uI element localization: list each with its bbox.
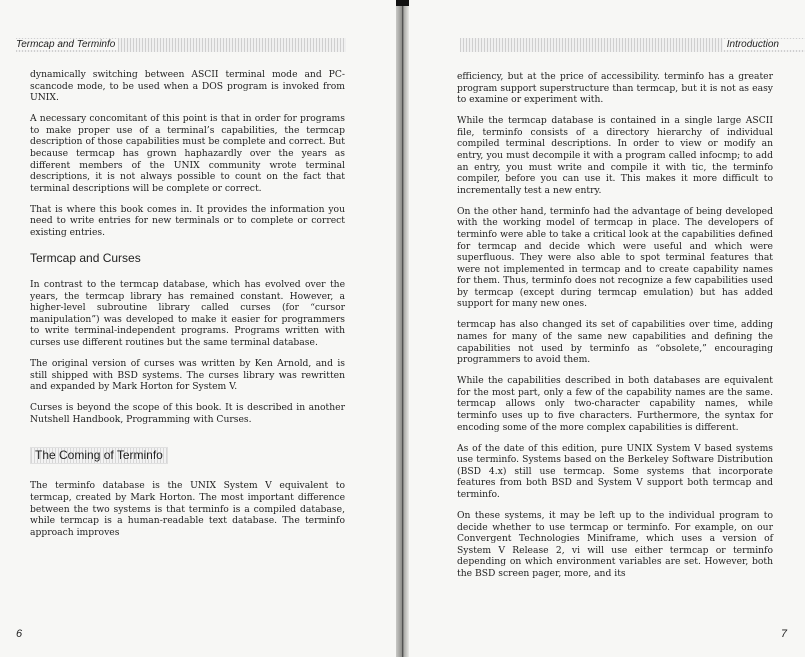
paragraph: The terminfo database is the UNIX System V equivalent to termcap, created by Mark Horton. The most important difference between the two systems is that terminfo is a compiled database, while termcap is a human-readable text database. The terminfo approach improves (30, 480, 345, 538)
paragraph: A necessary concomitant of this point is that in order for programs to make proper use of a terminal’s capabilities, the termcap description of those capabilities must be complete and correct. But because termcap has grown haphazardly over the years as different members of the UNIX community wrote terminal descriptions, it is not always possible to count on the fact that terminal descriptions will be complete or correct. (30, 113, 345, 194)
section-heading-coming-of-terminfo: The Coming of Terminfo (30, 447, 168, 465)
right-running-header: Introduction (460, 38, 805, 52)
left-page (0, 0, 396, 657)
left-running-header: Termcap and Terminfo (16, 38, 346, 52)
right-page-body (457, 71, 773, 589)
paragraph: dynamically switching between ASCII terminal mode and PC-scancode mode, to be used when a DOS program is invoked from UNIX. (30, 69, 345, 104)
paragraph: efficiency, but at the price of accessibility. terminfo has a greater program support superstructure than termcap, but it is not as easy to examine or experiment with. (457, 71, 773, 106)
section-heading-termcap-curses: Termcap and Curses (30, 250, 141, 265)
page-number-right: 7 (780, 628, 787, 640)
paragraph: On these systems, it may be left up to the individual program to decide whether to use termcap or terminfo. For example, on our Convergent Technologies Miniframe, which uses a version of System V Release 2, vi will use either termcap or terminfo depending on which environment variables are set. However, both the BSD screen pager, more, and its (457, 509, 773, 579)
paragraph: The original version of curses was written by Ken Arnold, and is still shipped with BSD systems. The curses library was rewritten and expanded by Mark Horton for System V. (30, 358, 345, 393)
paragraph: While the capabilities described in both databases are equivalent for the most part, only a few of the capability names are the same. termcap allows only two-character capability names, while terminfo uses up to five characters. Furthermore, the syntax for encoding some of the more complex capabilities is different. (457, 375, 773, 433)
paragraph: While the termcap database is contained in a single large ASCII file, terminfo consists of a directory hierarchy of individual compiled terminal descriptions. In order to view or modify an entry, you must decompile it with a program called infocmp; to add an entry, you must write and compile it with tic, the terminfo compiler, before you can use it. This makes it more difficult to incrementally test a new entry. (457, 115, 773, 196)
paragraph: In contrast to the termcap database, which has evolved over the years, the termcap library has remained constant. However, a higher-level subroutine library called curses (for “cursor manipulation”) was developed to make it easier for programmers to write terminal-independent programs. Programs written with curses use different routines but the same terminal database. (30, 279, 345, 349)
paragraph: That is where this book comes in. It provides the information you need to write entries for new terminals or to complete or correct existing entries. (30, 203, 345, 238)
paragraph: On the other hand, terminfo had the advantage of being developed with the working model of termcap in place. The developers of terminfo were able to take a critical look at the capabilities defined for termcap and decide which were useful and which were superfluous. They were also able to spot terminal features that were not implemented in termcap and to create capability names for them. Thus, terminfo does not recognize a few capabilities used by termcap (except during termcap emulation) but has added support for many new ones. (457, 205, 773, 310)
paragraph: As of the date of this edition, pure UNIX System V based systems use terminfo. Systems based on the Berkeley Software Distribution (BSD 4.x) still use termcap. Some systems that incorporate features from both BSD and System V support both termcap and terminfo. (457, 442, 773, 500)
left-page-body (30, 69, 345, 548)
paragraph: termcap has also changed its set of capabilities over time, adding names for many of the same new capabilities and defining the capabilities not used by terminfo as “obsolete,” encouraging programmers to avoid them. (457, 319, 773, 366)
book-gutter (396, 0, 409, 657)
page-number-left: 6 (16, 628, 23, 640)
paragraph: Curses is beyond the scope of this book. It is described in another Nutshell Handbook, Programming with Curses. (30, 402, 345, 425)
